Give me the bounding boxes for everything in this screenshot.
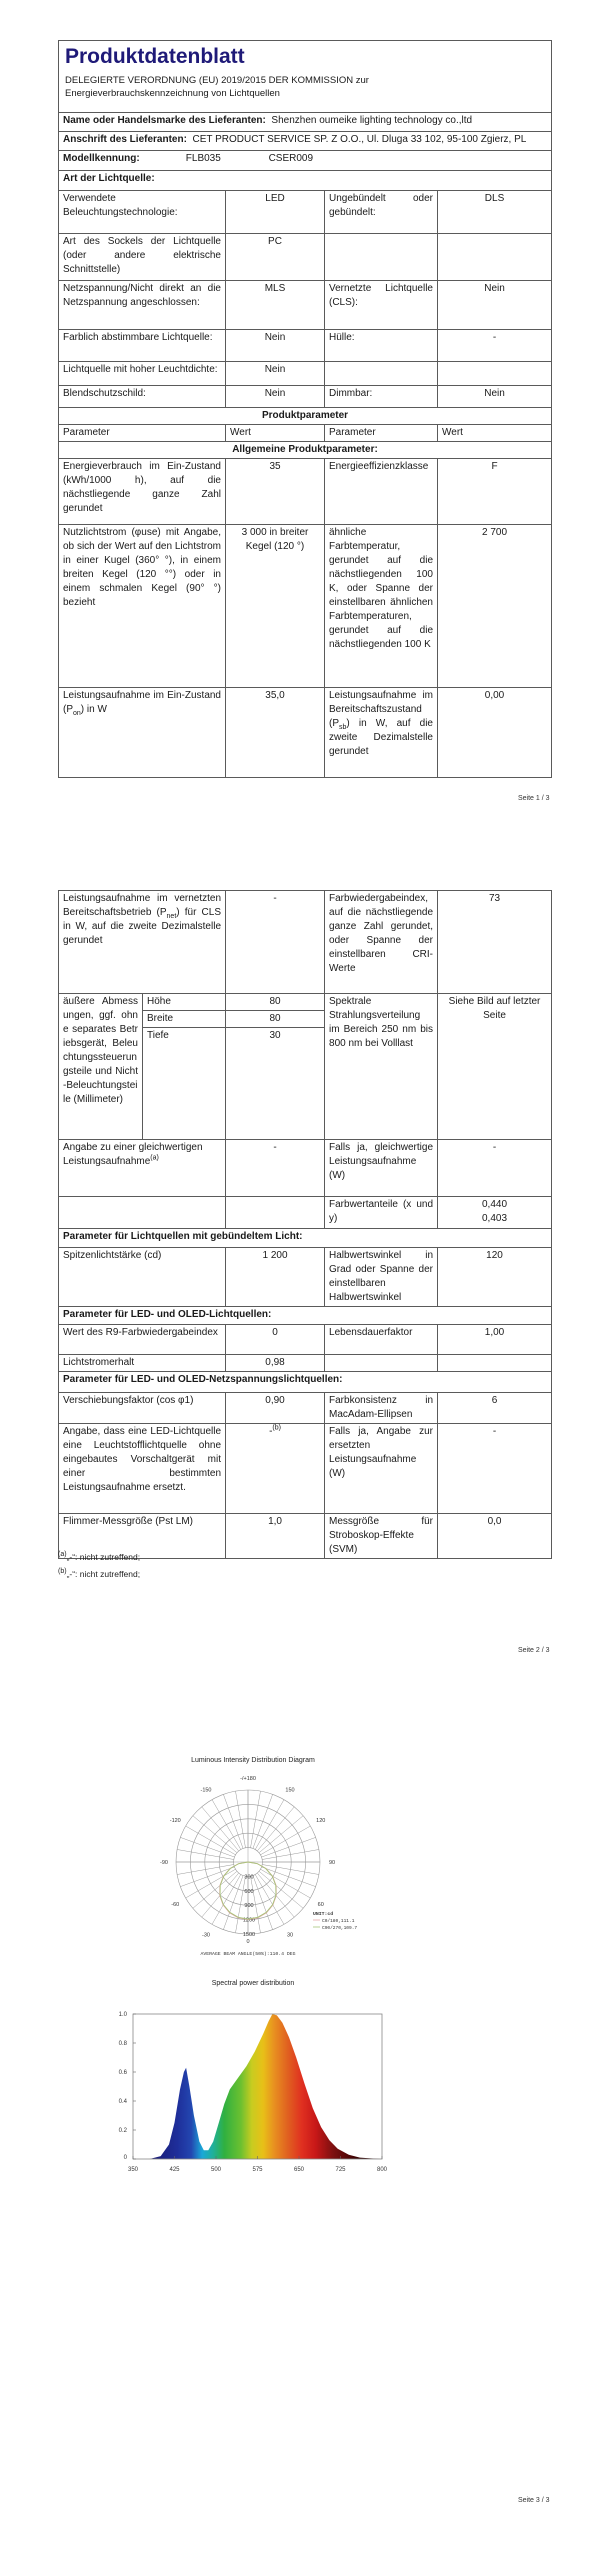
beam-angle-value: 120	[438, 1248, 552, 1307]
table-row	[59, 1393, 552, 1424]
section-led-mains: Parameter für LED- und OLED-Netzspannungslichtquellen:	[59, 1372, 552, 1393]
supplier-address-label: Anschrift des Lieferanten:	[63, 134, 187, 145]
table-row	[59, 362, 552, 386]
spectral-power-chart	[100, 1962, 410, 2182]
row-label: Verwendete Beleuchtungstechnologie:	[59, 191, 226, 234]
row-label: Farblich abstimmbare Lichtquelle:	[59, 330, 226, 362]
table-row	[59, 1325, 552, 1355]
section-product-parameters: Produktparameter	[59, 408, 552, 425]
energy-class-value: F	[438, 459, 552, 525]
subscript: net	[166, 913, 177, 920]
energy-consumption-value: 35	[226, 459, 325, 525]
grid-spoke	[223, 1794, 243, 1848]
survival-factor-value: 1,00	[438, 1325, 552, 1355]
model-id-2: CSER009	[268, 153, 314, 164]
dimension-height-value: 80	[226, 994, 325, 1011]
x-tick-label: 350	[127, 2167, 139, 2173]
light-source-type-label: Art der Lichtquelle:	[59, 171, 552, 191]
lumen-maintenance-label: Lichtstromerhalt	[59, 1355, 226, 1372]
angle-label: -90	[160, 1860, 168, 1866]
ring-label: 900	[244, 1903, 254, 1910]
supplier-name-value: Shenzhen oumeike lighting technology co.,ltd	[271, 115, 473, 126]
peak-intensity-value: 1 200	[226, 1248, 325, 1307]
x-tick-label: 425	[169, 2167, 180, 2173]
empty-cell	[226, 1197, 325, 1229]
label-text: Angabe zu einer gleichwertigen Leistungsaufnahme	[63, 1142, 203, 1167]
angle-label: -60	[171, 1902, 180, 1908]
footnote-mark: (b)	[58, 1568, 67, 1576]
equivalent-power-watts-label: Falls ja, gleichwertige Leistungsaufnahme (W)	[325, 1140, 438, 1197]
value-text: -	[269, 1426, 273, 1437]
legend-label: C90/270,109.7	[322, 1926, 358, 1931]
energy-consumption-label: Energieverbrauch im Ein-Zustand (kWh/1000 h), auf die nächstliegende ganze Zahl gerundet	[59, 459, 226, 525]
row-label	[325, 362, 438, 386]
footnote-text: „-“: nicht zutreffend;	[66, 1569, 141, 1579]
color-temperature-value: 2 700	[438, 525, 552, 688]
equivalent-power-watts-value: -	[438, 1140, 552, 1197]
standby-power-value: 0,00	[438, 688, 552, 778]
grid-spoke	[262, 1865, 319, 1875]
angle-label: 30	[286, 1932, 294, 1939]
grid-spoke	[180, 1837, 234, 1857]
row-value: Nein	[438, 386, 552, 408]
cri-label: Farbwiedergabeindex, auf die nächstliegende ganze Zahl gerundet, oder Spanne der einstellbaren CRI-Werte	[325, 891, 438, 994]
displacement-factor-label: Verschiebungsfaktor (cos φ1)	[59, 1393, 226, 1424]
lumen-maintenance-value: 0,98	[226, 1355, 325, 1372]
angle-label: 0	[246, 1939, 250, 1945]
x-tick-label: 575	[252, 2167, 263, 2173]
luminous-flux-label: Nutzlichtstrom (φuse) mit Angabe, ob sich der Wert auf den Lichtstrom in einer Kugel (360° °), in einem breiten Kegel (120 °°) oder in einem schmalen Kegel (90° °) bezieht	[59, 525, 226, 688]
empty-cell	[59, 1197, 226, 1229]
on-mode-power-label	[59, 688, 226, 778]
table-row	[59, 1197, 552, 1229]
x-tick-label: 650	[293, 2167, 305, 2173]
page-number-2: Seite 2 / 3	[518, 1647, 550, 1654]
color-temperature-label: ähnliche Farbtemperatur, gerundet auf die nächstliegenden 100 K, oder Spanne der einstellbaren ähnlichen Farbtemperaturen, gerundet auf die nächstliegenden 100 K	[325, 525, 438, 688]
energy-class-label: Energieeffizienzklasse	[325, 459, 438, 525]
supplier-name-label: Name oder Handelsmarke des Lieferanten:	[63, 115, 266, 126]
row-label: Hülle:	[325, 330, 438, 362]
row-value: LED	[226, 191, 325, 234]
subscript: on	[73, 710, 81, 717]
row-value: PC	[226, 234, 325, 281]
y-tick-label: 0	[123, 2155, 127, 2161]
angle-label: -150	[200, 1787, 212, 1794]
chart-title: Luminous Intensity Distribution Diagram	[191, 1757, 315, 1764]
section-directional: Parameter für Lichtquellen mit gebündeltem Licht:	[59, 1229, 552, 1248]
grid-spoke	[177, 1865, 234, 1875]
ring-label: 1500	[242, 1932, 256, 1938]
row-label: Vernetzte Lichtquelle (CLS):	[325, 281, 438, 330]
networked-standby-value: -	[226, 891, 325, 994]
x-tick-label: 500	[210, 2167, 222, 2173]
standby-power-label	[325, 688, 438, 778]
replaced-power-label: Falls ja, Angabe zur ersetzten Leistungsaufnahme (W)	[325, 1424, 438, 1514]
column-header: Parameter	[325, 425, 438, 442]
supplier-address-value: CET PRODUCT SERVICE SP. Z O.O., Ul. Dluga 33 102, 95-100 Zgierz, PL	[192, 134, 527, 145]
stroboscopic-value: 0,0	[438, 1514, 552, 1559]
regulation-line-1: DELEGIERTE VERORDNUNG (EU) 2019/2015 DER KOMMISSION zur	[65, 75, 369, 86]
angle-label: -120	[169, 1818, 181, 1824]
networked-standby-label	[59, 891, 226, 994]
row-value	[438, 234, 552, 281]
column-header: Wert	[226, 425, 325, 442]
x-tick-label: 725	[335, 2167, 346, 2173]
footnote-mark: (a)	[58, 1551, 67, 1559]
chart-title: Spectral power distribution	[211, 1980, 295, 1987]
footnote-mark: (b)	[272, 1424, 281, 1432]
dimension-depth-value: 30	[226, 1028, 325, 1140]
label-text: ) in W	[80, 704, 107, 715]
ring-label: 300	[244, 1874, 254, 1881]
table-row	[59, 191, 552, 234]
grid-spoke	[262, 1849, 319, 1859]
row-label: Blendschutzschild:	[59, 386, 226, 408]
luminous-flux-value: 3 000 in breiter Kegel (120 °)	[226, 525, 325, 688]
table-row	[59, 459, 552, 525]
unit-label: UNIT:cd	[313, 1912, 334, 1917]
dimensions-label: äußere Abmessungen, ggf. ohne separates Betriebsgerät, Beleuchtungssteuerungsteile und Nicht-Beleuchtungsteile (Millimeter)	[59, 994, 143, 1140]
dimension-depth-label: Tiefe	[143, 1028, 226, 1140]
table-row	[59, 994, 552, 1011]
table-row	[59, 891, 552, 994]
table-row	[59, 386, 552, 408]
table-row	[59, 1248, 552, 1307]
subscript: sb	[339, 724, 347, 731]
cri-value: 73	[438, 891, 552, 994]
beam-angle-text: AVERAGE BEAM ANGLE(50%):110.4 DEG	[200, 1952, 296, 1957]
table-row	[59, 1424, 552, 1514]
angle-label: 120	[316, 1818, 326, 1824]
table-row	[59, 688, 552, 778]
grid-spoke	[262, 1837, 316, 1857]
y-tick-label: 0.8	[118, 2041, 127, 2047]
peak-intensity-label: Spitzenlichtstärke (cd)	[59, 1248, 226, 1307]
table-row	[59, 281, 552, 330]
x-tick-label: 800	[376, 2167, 388, 2173]
survival-factor-label: Lebensdauerfaktor	[325, 1325, 438, 1355]
grid-spoke	[251, 1791, 261, 1848]
angle-label: 90	[328, 1860, 336, 1866]
fluorescent-replacement-label: Angabe, dass eine LED-Lichtquelle eine Leuchtstofflichtquelle ohne eingebautes Vorschaltgerät mit einer bestimmten Leistungsaufnahme ersetzt.	[59, 1424, 226, 1514]
grid-spoke	[223, 1876, 243, 1930]
page-title: Produktdatenblatt	[65, 45, 245, 68]
datasheet-table-page-2	[58, 890, 552, 1559]
table-row	[59, 525, 552, 688]
row-value: -	[438, 330, 552, 362]
r9-value: 0	[226, 1325, 325, 1355]
chromaticity-y: 0,403	[482, 1213, 508, 1224]
empty-cell	[438, 1355, 552, 1372]
column-header: Wert	[438, 425, 552, 442]
supplier-address-row	[59, 132, 552, 151]
row-value: Nein	[226, 330, 325, 362]
equivalent-power-label	[59, 1140, 226, 1197]
legend-label: C0/180,111.1	[322, 1919, 355, 1924]
row-label: Ungebündelt oder gebündelt:	[325, 191, 438, 234]
grid-spoke	[253, 1876, 273, 1930]
page-number-1: Seite 1 / 3	[518, 795, 550, 802]
table-row	[59, 234, 552, 281]
section-general-parameters: Allgemeine Produktparameter:	[59, 442, 552, 459]
flicker-value: 1,0	[226, 1514, 325, 1559]
angle-label: -/+180	[240, 1776, 256, 1782]
dimension-height-label: Höhe	[143, 994, 226, 1011]
angle-label: 60	[317, 1902, 324, 1908]
grid-spoke	[177, 1849, 234, 1859]
ring-label: 600	[244, 1888, 254, 1895]
row-value: Nein	[226, 386, 325, 408]
y-tick-label: 0.6	[118, 2070, 127, 2076]
dimension-width-value: 80	[226, 1011, 325, 1028]
row-value: DLS	[438, 191, 552, 234]
row-label: Netzspannung/Nicht direkt an die Netzspannung angeschlossen:	[59, 281, 226, 330]
model-label: Modellkennung:	[63, 153, 140, 164]
equivalent-power-value: -	[226, 1140, 325, 1197]
color-consistency-label: Farbkonsistenz in MacAdam-Ellipsen	[325, 1393, 438, 1424]
luminous-intensity-diagram	[130, 1740, 390, 1962]
label-text: ) für CLS in W, auf die zweite Dezimalstelle gerundet	[63, 907, 222, 946]
row-value: Nein	[438, 281, 552, 330]
label-text: ) in W, auf die zweite Dezimalstelle gerundet	[329, 718, 433, 757]
section-led: Parameter für LED- und OLED-Lichtquellen:	[59, 1307, 552, 1325]
footnote-b	[58, 1569, 140, 1579]
fluorescent-replacement-value	[226, 1424, 325, 1514]
chromaticity-value	[438, 1197, 552, 1229]
angle-label: 150	[285, 1787, 295, 1794]
grid-spoke	[235, 1791, 245, 1848]
y-tick-label: 0.2	[118, 2128, 127, 2134]
y-tick-label: 1.0	[118, 2012, 127, 2018]
label-text: Leistungsaufnahme im Ein-Zustand (P	[63, 690, 221, 715]
row-value: Nein	[226, 362, 325, 386]
footnote-mark: (a)	[150, 1154, 159, 1162]
beam-angle-label: Halbwertswinkel in Grad oder Spanne der einstellbaren Halbwertswinkel	[325, 1248, 438, 1307]
label-text: Leistungsaufnahme im vernetzten Bereitschaftsbetrieb (P	[63, 893, 222, 918]
chromaticity-label: Farbwertanteile (x und y)	[325, 1197, 438, 1229]
datasheet-table-page-1	[58, 40, 552, 778]
spectral-distribution-label: Spektrale Strahlungsverteilung im Bereich 250 nm bis 800 nm bei Volllast	[325, 994, 438, 1140]
header-block	[59, 41, 552, 113]
on-mode-power-value: 35,0	[226, 688, 325, 778]
flicker-label: Flimmer-Messgröße (Pst LM)	[59, 1514, 226, 1559]
footnote-text: „-“: nicht zutreffend;	[66, 1552, 141, 1562]
spectral-distribution-value: Siehe Bild auf letzter Seite	[438, 994, 552, 1140]
footnote-a	[58, 1552, 140, 1562]
grid-spoke	[253, 1794, 273, 1848]
replaced-power-value: -	[438, 1424, 552, 1514]
r9-label: Wert des R9-Farbwiedergabeindex	[59, 1325, 226, 1355]
table-row	[59, 1355, 552, 1372]
stroboscopic-label: Messgröße für Stroboskop-Effekte (SVM)	[325, 1514, 438, 1559]
ring-label: 1200	[242, 1917, 256, 1924]
table-row	[59, 1140, 552, 1197]
row-label: Lichtquelle mit hoher Leuchtdichte:	[59, 362, 226, 386]
column-header: Parameter	[59, 425, 226, 442]
row-label: Art des Sockels der Lichtquelle (oder andere elektrische Schnittstelle)	[59, 234, 226, 281]
model-id-1: FLB035	[185, 153, 221, 164]
empty-cell	[325, 1355, 438, 1372]
label-text: Leistungsaufnahme im Bereitschaftszustand (P	[329, 690, 433, 729]
angle-label: -30	[202, 1932, 210, 1939]
regulation-line-2: Energieverbrauchskennzeichnung von Lichtquellen	[65, 88, 280, 99]
supplier-name-row	[59, 113, 552, 132]
row-value: MLS	[226, 281, 325, 330]
chromaticity-x: 0,440	[482, 1199, 508, 1210]
grid-spoke	[180, 1867, 234, 1887]
row-label	[325, 234, 438, 281]
y-tick-label: 0.4	[118, 2099, 127, 2105]
row-label: Dimmbar:	[325, 386, 438, 408]
row-value	[438, 362, 552, 386]
color-consistency-value: 6	[438, 1393, 552, 1424]
spectrum-area	[150, 2014, 382, 2159]
model-row	[59, 151, 552, 171]
page-number-3: Seite 3 / 3	[518, 2497, 550, 2504]
column-header-row	[59, 425, 552, 442]
dimension-width-label: Breite	[143, 1011, 226, 1028]
table-row	[59, 330, 552, 362]
displacement-factor-value: 0,90	[226, 1393, 325, 1424]
grid-spoke	[262, 1867, 316, 1887]
